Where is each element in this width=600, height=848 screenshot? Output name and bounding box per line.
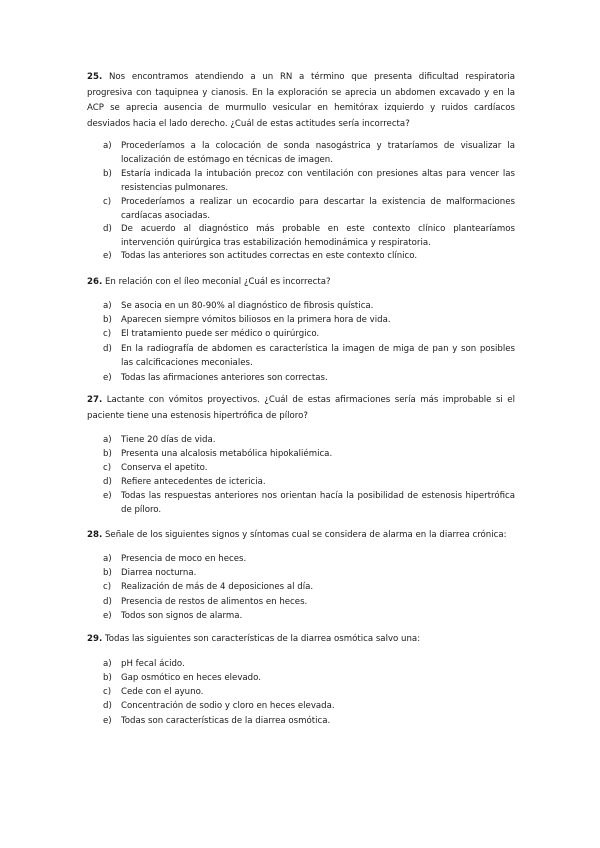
option-letter: d) xyxy=(103,224,112,234)
question-text: Lactante con vómitos proyectivos. ¿Cuál de estas afirmaciones sería más improbable si el paciente tiene una estenosis hipertrófica de píloro? xyxy=(87,395,515,421)
question-number: 25. xyxy=(87,72,103,82)
option-letter: c) xyxy=(103,329,112,339)
option-25e xyxy=(103,249,515,263)
option-letter: c) xyxy=(103,463,112,473)
option-27d xyxy=(103,475,515,489)
option-letter: a) xyxy=(103,554,112,564)
option-letter: e) xyxy=(103,491,112,501)
option-29d xyxy=(103,699,515,713)
question-number: 29. xyxy=(87,634,103,644)
option-letter: b) xyxy=(103,449,112,459)
option-letter: d) xyxy=(103,477,112,487)
option-text: Todos son signos de alarma. xyxy=(121,611,243,621)
option-text: El tratamiento puede ser médico o quirúrgico. xyxy=(121,329,320,339)
option-29e xyxy=(103,714,515,728)
option-letter: c) xyxy=(103,687,112,697)
option-27e xyxy=(103,489,515,517)
option-text: Todas las anteriores son actitudes correctas en este contexto clínico. xyxy=(121,251,418,261)
option-text: Procederíamos a realizar un ecocardio para descartar la existencia de malformaciones cardíacas asociadas. xyxy=(121,197,515,221)
option-text: Concentración de sodio y cloro en heces elevada. xyxy=(121,701,335,711)
question-text: Todas las siguientes son características de la diarrea osmótica salvo una: xyxy=(104,634,421,644)
option-text: Presencia de restos de alimentos en heces. xyxy=(121,597,308,607)
option-27b xyxy=(103,447,515,461)
option-26e xyxy=(103,371,515,385)
option-letter: d) xyxy=(103,344,112,354)
option-letter: a) xyxy=(103,659,112,669)
option-26c xyxy=(103,327,515,341)
option-letter: b) xyxy=(103,315,112,325)
option-26b xyxy=(103,313,515,327)
option-text: Presencia de moco en heces. xyxy=(121,554,247,564)
option-text: Tiene 20 días de vida. xyxy=(121,435,216,445)
option-29b xyxy=(103,671,515,685)
option-text: Aparecen siempre vómitos biliosos en la primera hora de vida. xyxy=(121,315,391,325)
option-text: Realización de más de 4 deposiciones al día. xyxy=(121,582,314,592)
option-letter: a) xyxy=(103,141,112,151)
option-text: Procederíamos a la colocación de sonda nasogástrica y trataríamos de visualizar la localización de estómago en técnicas de imagen. xyxy=(121,141,515,165)
option-26d xyxy=(103,342,515,370)
option-text: Cede con el ayuno. xyxy=(121,687,204,697)
option-letter: b) xyxy=(103,169,112,179)
option-text: En la radiografía de abdomen es característica la imagen de miga de pan y son posibles las calcificaciones meconiales. xyxy=(121,344,515,368)
option-letter: e) xyxy=(103,716,112,726)
option-text: Se asocia en un 80-90% al diagnóstico de fibrosis quística. xyxy=(121,301,374,311)
question-26 xyxy=(87,275,515,291)
option-28d xyxy=(103,595,515,609)
option-letter: c) xyxy=(103,197,112,207)
question-text: En relación con el íleo meconial ¿Cuál es incorrecta? xyxy=(104,277,331,287)
option-27c xyxy=(103,461,515,475)
option-text: Refiere antecedentes de ictericia. xyxy=(121,477,266,487)
option-25a xyxy=(103,139,515,167)
option-letter: a) xyxy=(103,435,112,445)
question-number: 27. xyxy=(87,395,103,405)
option-letter: d) xyxy=(103,701,112,711)
option-letter: a) xyxy=(103,301,112,311)
option-26a xyxy=(103,299,515,313)
question-text: Señale de los siguientes signos y síntomas cual se considera de alarma en la diarrea crónica: xyxy=(104,530,507,540)
question-25 xyxy=(87,70,515,133)
option-text: pH fecal ácido. xyxy=(121,659,185,669)
option-letter: b) xyxy=(103,568,112,578)
option-25c xyxy=(103,195,515,223)
question-29 xyxy=(87,632,515,648)
option-text: Todas las afirmaciones anteriores son correctas. xyxy=(121,373,328,383)
option-text: De acuerdo al diagnóstico más probable en este contexto clínico plantearíamos intervención quirúrgica tras estabilización hemodinámica y respiratoria. xyxy=(121,224,515,248)
option-text: Todas son características de la diarrea osmótica. xyxy=(121,716,331,726)
option-28a xyxy=(103,552,515,566)
option-25d xyxy=(103,222,515,250)
option-28c xyxy=(103,580,515,594)
option-text: Conserva el apetito. xyxy=(121,463,208,473)
question-28 xyxy=(87,528,515,544)
question-number: 28. xyxy=(87,530,103,540)
question-27 xyxy=(87,393,515,424)
option-28b xyxy=(103,566,515,580)
option-letter: d) xyxy=(103,597,112,607)
option-letter: e) xyxy=(103,251,112,261)
option-letter: e) xyxy=(103,611,112,621)
option-27a xyxy=(103,433,515,447)
option-29c xyxy=(103,685,515,699)
option-25b xyxy=(103,167,515,195)
question-text: Nos encontramos atendiendo a un RN a término que presenta dificultad respiratoria progresiva con taquipnea y cianosis. En la exploración se aprecia un abdomen excavado y en la ACP se aprecia ausencia de murmullo vesicular en hemitórax izquierdo y ruidos cardíacos desviados hacia el lado derecho. ¿Cuál de estas actitudes sería incorrecta? xyxy=(87,72,515,130)
question-number: 26. xyxy=(87,277,103,287)
option-letter: e) xyxy=(103,373,112,383)
option-text: Estaría indicada la intubación precoz con ventilación con presiones altas para vencer las resistencias pulmonares. xyxy=(121,169,515,193)
option-text: Diarrea nocturna. xyxy=(121,568,197,578)
option-letter: b) xyxy=(103,673,112,683)
option-letter: c) xyxy=(103,582,112,592)
option-29a xyxy=(103,657,515,671)
option-28e xyxy=(103,609,515,623)
option-text: Todas las respuestas anteriores nos orientan hacía la posibilidad de estenosis hipertrófica de píloro. xyxy=(121,491,515,515)
option-text: Presenta una alcalosis metabólica hipokaliémica. xyxy=(121,449,333,459)
option-text: Gap osmótico en heces elevado. xyxy=(121,673,261,683)
